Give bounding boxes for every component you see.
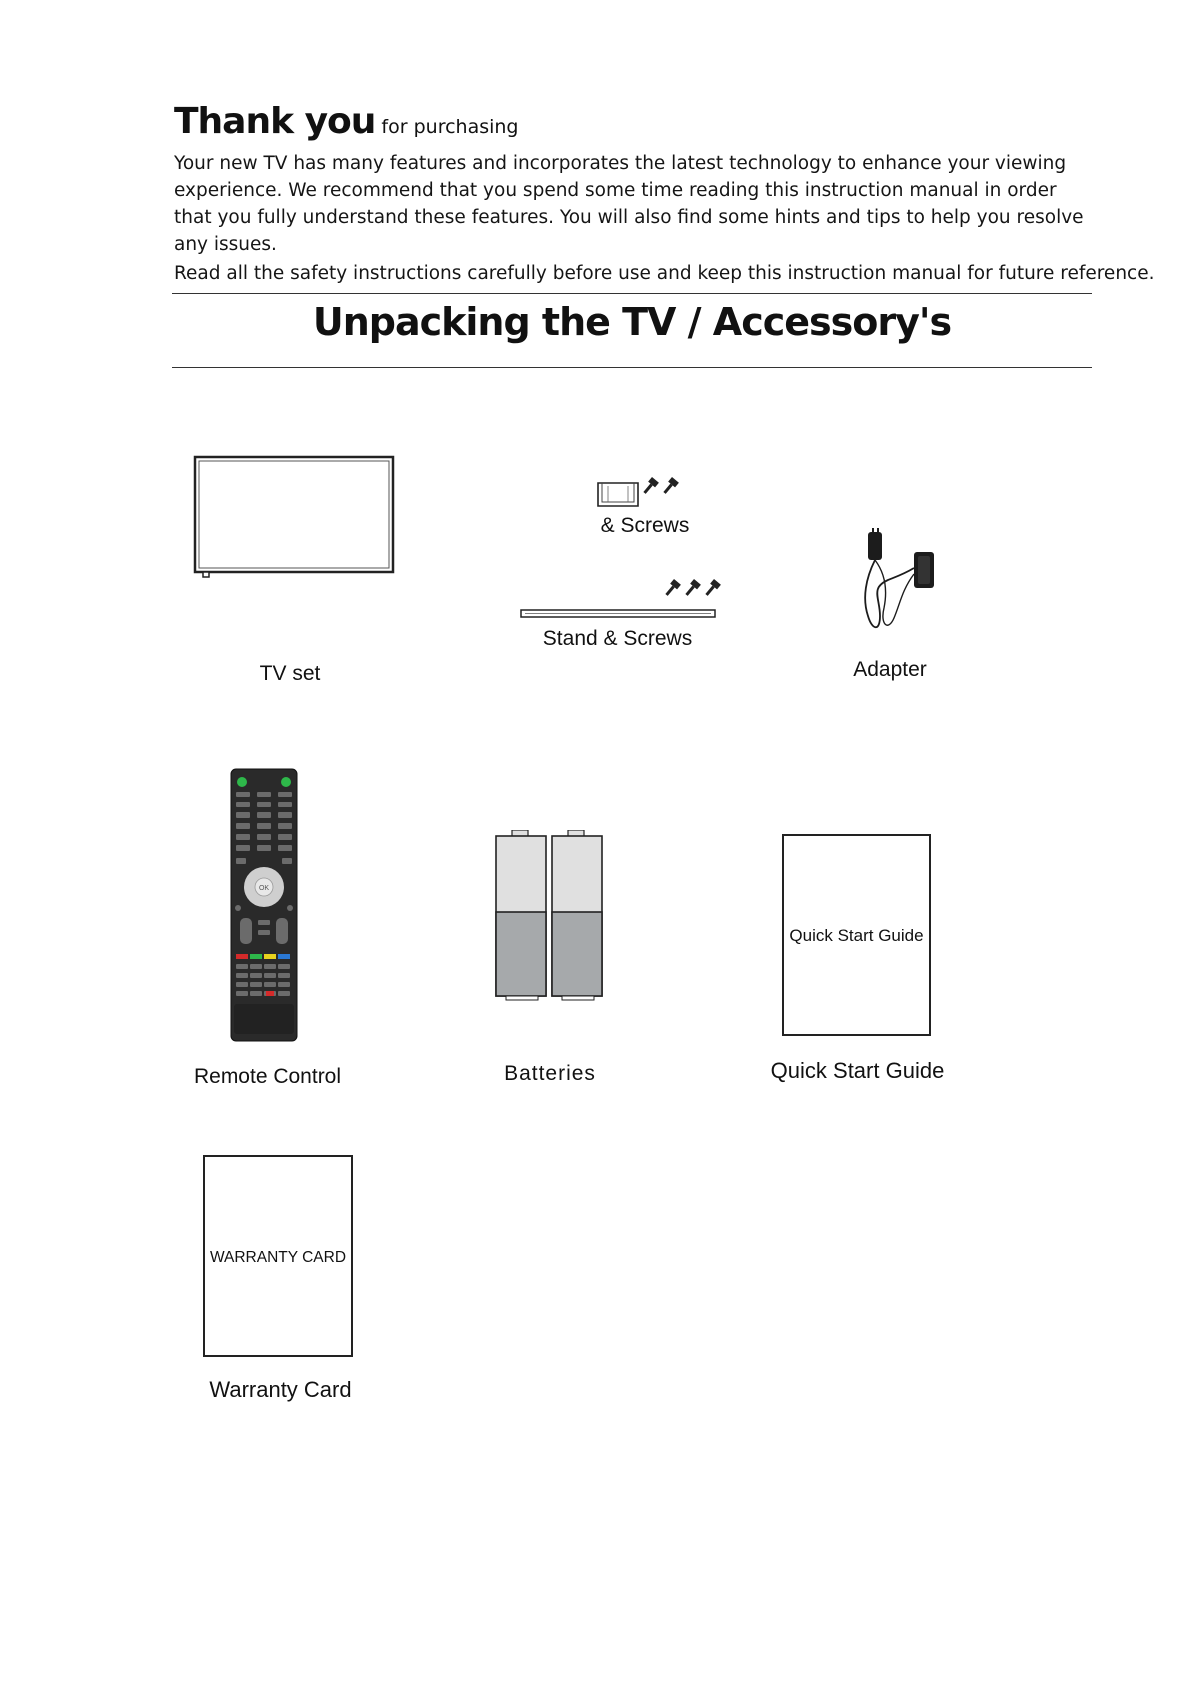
batteries-illustration — [494, 830, 606, 1002]
intro-paragraph: Your new TV has many features and incorporates the latest technology to enhance your viewing experience. We recommend that you spend some time reading this instruction manual in order that you fully understand these features. You will also find some hints and tips to help you resolve any issues. — [174, 153, 1084, 255]
top-divider — [172, 293, 1092, 294]
feet-screws-label: & Screws — [600, 514, 690, 537]
adapter-label: Adapter — [853, 658, 927, 681]
feet-screws-illustration — [595, 475, 695, 511]
intro-section — [174, 101, 1155, 287]
stand-screws-label: Stand & Screws — [542, 627, 693, 650]
warranty-card-cover-text: WARRANTY CARD — [209, 1249, 347, 1266]
tv-set-illustration — [193, 455, 395, 581]
remote-ok-text: OK — [258, 885, 270, 892]
safety-note: Read all the safety instructions carefully before use and keep this instruction manual for future reference. — [174, 263, 1155, 284]
for-purchasing-text: for purchasing — [381, 116, 519, 138]
tv-set-label: TV set — [259, 662, 321, 685]
warranty-card-illustration — [203, 1155, 353, 1357]
warranty-card-label: Warranty Card — [209, 1377, 352, 1402]
remote-control-illustration — [230, 768, 298, 1042]
quick-start-guide-illustration — [782, 834, 931, 1036]
bottom-divider — [172, 367, 1092, 368]
adapter-illustration — [858, 528, 942, 638]
stand-screws-illustration — [519, 577, 733, 621]
thank-you-text: Thank you — [174, 101, 376, 142]
batteries-label: Batteries — [504, 1062, 596, 1085]
section-title: Unpacking the TV / Accessory's — [312, 300, 952, 344]
quick-start-guide-cover-text: Quick Start Guide — [789, 926, 924, 945]
quick-start-guide-label: Quick Start Guide — [770, 1058, 945, 1083]
remote-control-label: Remote Control — [193, 1065, 342, 1088]
thank-you-heading — [174, 101, 1094, 142]
